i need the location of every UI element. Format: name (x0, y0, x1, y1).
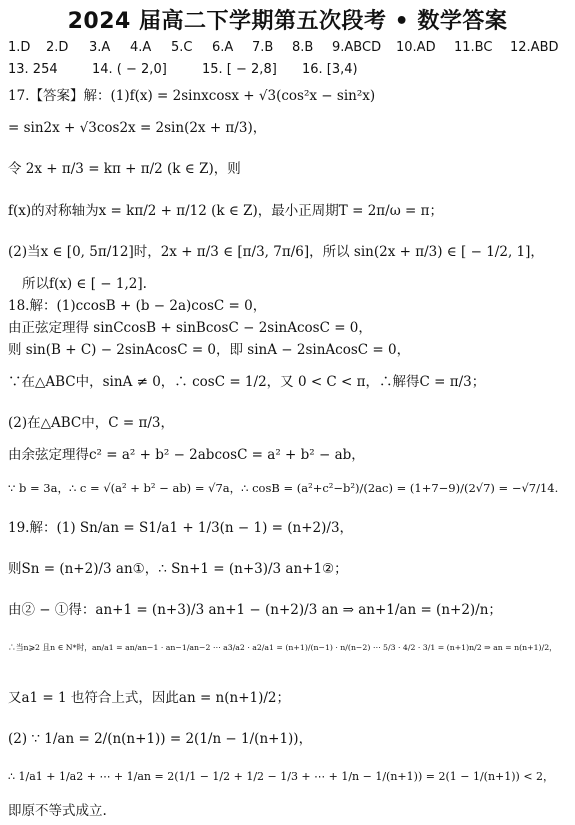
solution-line: ∴ 1/a1 + 1/a2 + ⋯ + 1/an = 2(1/1 − 1/2 + 1/2 − 1/3 + ⋯ + 1/n − 1/(n+1)) = 2(1 − 1/(n+1)) < 2， (8, 770, 555, 783)
answer-item: 4.A (130, 40, 152, 55)
solution-line: 则 sin(B + C) − 2sinAcosC = 0，即 sinA − 2sinAcosC = 0， (8, 342, 411, 358)
solution-line: 由正弦定理得 sinCcosB + sinBcosC − 2sinAcosC = 0， (8, 320, 372, 336)
answer-item: 16. [3,4) (302, 62, 358, 77)
solution-line: ∴当n⩾2 且n ∈ N*时，an/a1 = an/an−1 · an−1/an−2 ⋯ a3/a2 · a2/a1 = (n+1)/(n−1) · n/(n−2) ⋯ 5/3 · 4/2 · 3/1 = (n+1)n/2 ⇒ an = n(n+1)/2， (8, 643, 557, 652)
answer-item: 15. [ − 2,8] (202, 62, 277, 77)
solution-line: ∵在△ABC中，sinA ≠ 0，∴ cosC = 1/2，又 0 < C < π，∴解得C = π/3； (8, 374, 486, 390)
solution-line: 由余弦定理得c² = a² + b² − 2abcosC = a² + b² − ab， (8, 447, 365, 463)
solution-line: ∵ b = 3a，∴ c = √(a² + b² − ab) = √7a，∴ cosB = (a²+c²−b²)/(2ac) = (1+7−9)/(2√7) = −√7/14. (8, 481, 559, 495)
answer-item: 6.A (212, 40, 234, 55)
answer-item: 1.D (8, 40, 31, 55)
answer-item: 14. ( − 2,0] (92, 62, 167, 77)
choice-answers (8, 40, 566, 55)
solution-line: 则Sn = (n+2)/3 an①，∴ Sn+1 = (n+3)/3 an+1②； (8, 561, 348, 577)
answer-item: 8.B (292, 40, 314, 55)
solution-line: 19.解：(1) Sn/an = S1/a1 + 1/3(n − 1) = (n+2)/3， (8, 520, 354, 536)
answer-item: 2.D (46, 40, 69, 55)
solution-line: 令 2x + π/3 = kπ + π/2 (k ∈ Z)，则 (8, 161, 241, 177)
answer-item: 13. 254 (8, 62, 58, 77)
answer-item: 12.ABD (510, 40, 559, 55)
page-title: 2024 届高二下学期第五次段考 • 数学答案 (67, 9, 508, 34)
solution-line: (2)当x ∈ [0, 5π/12]时，2x + π/3 ∈ [π/3, 7π/6]，所以 sin(2x + π/3) ∈ [ − 1/2, 1]， (8, 244, 544, 260)
answer-item: 3.A (89, 40, 111, 55)
answer-item: 9.ABCD (332, 40, 382, 55)
answer-item: 7.B (252, 40, 274, 55)
solution-line: 由② − ①得：an+1 = (n+3)/3 an+1 − (n+2)/3 an ⇒ an+1/an = (n+2)/n； (8, 602, 502, 618)
answer-item: 5.C (171, 40, 193, 55)
solution-line: 18.解：(1)ccosB + (b − 2a)cosC = 0， (8, 298, 267, 314)
answer-item: 11.BC (454, 40, 493, 55)
solution-line: 又a1 = 1 也符合上式，因此an = n(n+1)/2； (8, 690, 291, 706)
solution-line: 所以f(x) ∈ [ − 1,2]. (22, 276, 147, 292)
solution-line: 17.【答案】解：(1)f(x) = 2sinxcosx + √3(cos²x − sin²x) (8, 88, 376, 104)
solution-line: = sin2x + √3cos2x = 2sin(2x + π/3)， (8, 120, 267, 136)
solution-line: f(x)的对称轴为x = kπ/2 + π/12 (k ∈ Z)，最小正周期T = 2π/ω = π； (8, 203, 443, 219)
answer-item: 10.AD (396, 40, 436, 55)
solution-line: (2) ∵ 1/an = 2/(n(n+1)) = 2(1/n − 1/(n+1))， (8, 731, 313, 747)
solution-line: (2)在△ABC中，C = π/3， (8, 415, 174, 431)
solution-line: 即原不等式成立. (8, 803, 107, 819)
fill-answers (8, 62, 392, 77)
